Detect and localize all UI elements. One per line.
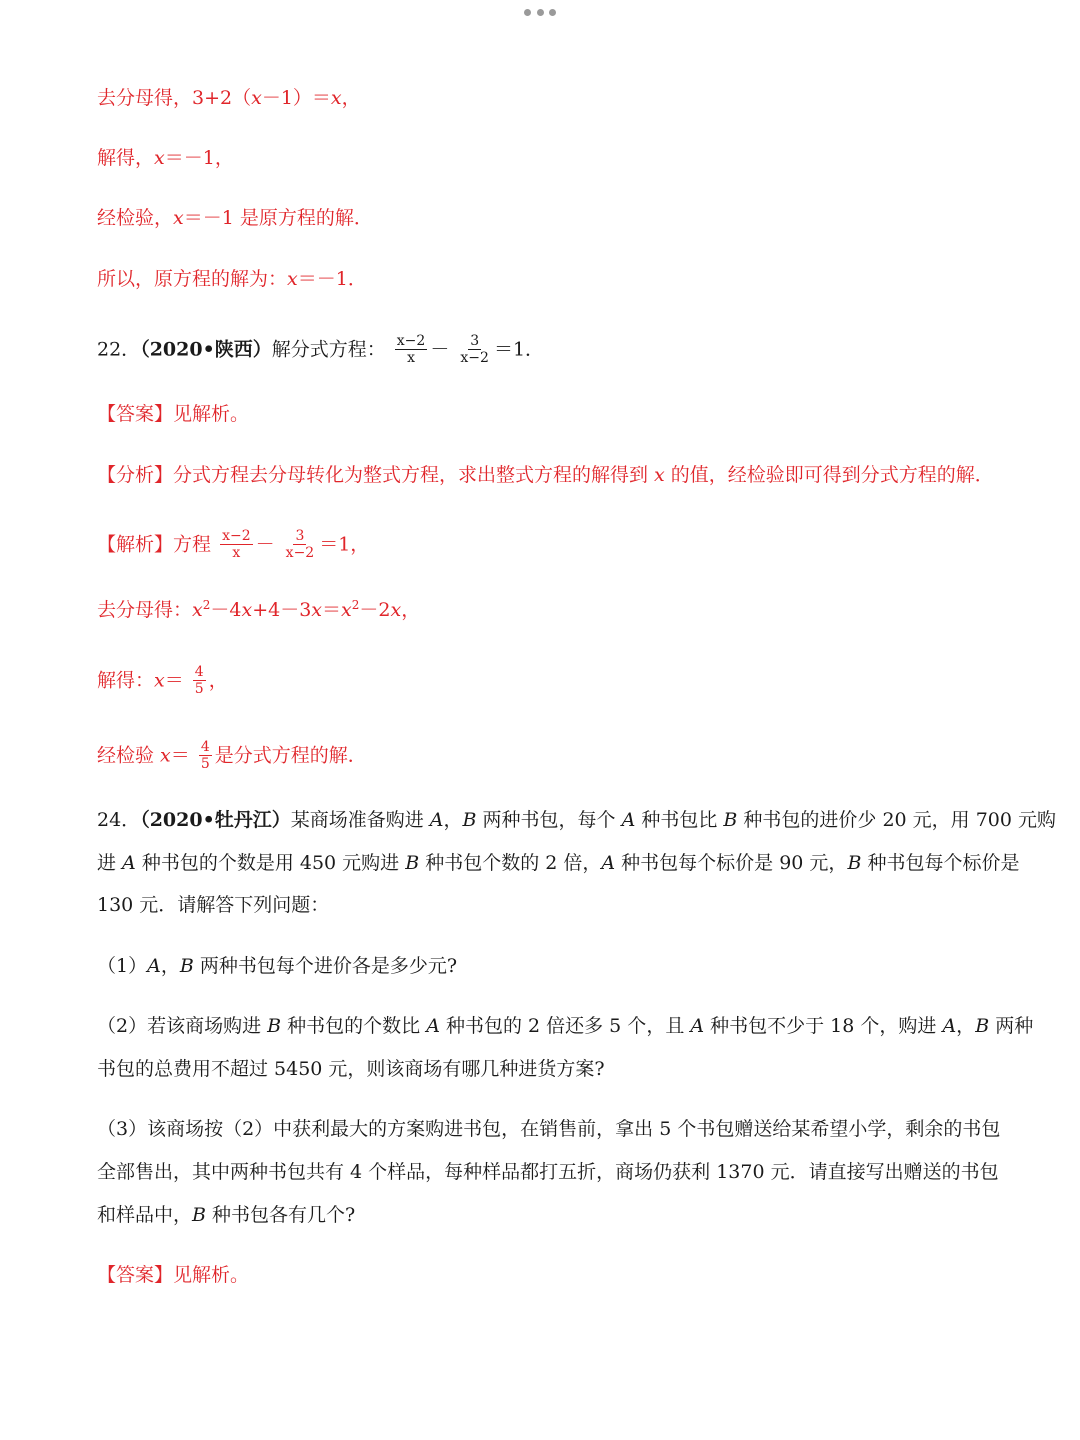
problem-24-part-3-line-3: 和样品中，B 种书包各有几个? <box>97 1204 356 1226</box>
problem-24-line-3: 130 元．请解答下列问题： <box>97 894 330 916</box>
fraction: $\frac{3}{x-2}$ <box>285 528 315 561</box>
solution-line-clear-denominator: 去分母得，3+2（x－1）＝x， <box>97 87 361 109</box>
dot <box>524 9 531 16</box>
fraction: $\frac{4}{5}$ <box>200 739 210 772</box>
analysis-22: 【分析】分式方程去分母转化为整式方程，求出整式方程的解得到 x 的值，经检验即可得到分式方程的解． <box>97 464 994 486</box>
dot <box>549 9 556 16</box>
problem-24-part-2-line-1: （2）若该商场购进 B 种书包的个数比 A 种书包的 2 倍还多 5 个，且 A 种书包不少于 18 个，购进 A，B 两种 <box>97 1015 1034 1037</box>
solution-22: 【解析】方程 $\frac{x-2}{x}$ － $\frac{3}{x-2}$ ＝1， <box>97 528 370 561</box>
problem-22: 22．（2020•陕西）解分式方程： $\frac{x-2}{x}$ － $\frac{3}{x-2}$ ＝1． <box>97 333 545 366</box>
problem-24-part-3-line-2: 全部售出，其中两种书包共有 4 个样品，每种样品都打五折，商场仍获利 1370 元．请直接写出赠送的书包 <box>97 1161 999 1183</box>
answer-24: 【答案】见解析。 <box>97 1264 250 1286</box>
problem-24-line-2: 进 A 种书包的个数是用 450 元购进 B 种书包个数的 2 倍，A 种书包每个标价是 90 元，B 种书包每个标价是 <box>97 852 1020 874</box>
solution-line-check: 经检验，x＝－1 是原方程的解． <box>97 207 373 229</box>
more-options-icon[interactable] <box>524 9 556 17</box>
problem-24-part-3-line-1: （3）该商场按（2）中获利最大的方案购进书包，在销售前，拿出 5 个书包赠送给某希望小学，剩余的书包 <box>97 1118 1001 1140</box>
solution-line-conclusion: 所以，原方程的解为：x＝－1． <box>97 268 367 290</box>
fraction: $\frac{3}{x-2}$ <box>460 333 489 366</box>
fraction: $\frac{x-2}{x}$ <box>222 528 251 561</box>
solution-22-step-1: 去分母得：$x^2-4x+4-3x=x^2-2x$， <box>97 598 421 621</box>
dot <box>537 9 544 16</box>
problem-24-part-2-line-2: 书包的总费用不超过 5450 元，则该商场有哪几种进货方案? <box>97 1058 605 1080</box>
answer-22: 【答案】见解析。 <box>97 403 250 425</box>
fraction: $\frac{4}{5}$ <box>194 664 204 697</box>
problem-24-part-1: （1）A，B 两种书包每个进价各是多少元? <box>97 955 458 977</box>
solution-22-step-3: 经检验 x＝ $\frac{4}{5}$ 是分式方程的解． <box>97 739 367 772</box>
solution-22-step-2: 解得：x＝ $\frac{4}{5}$ ， <box>97 664 228 697</box>
solution-line-solve: 解得，x＝－1， <box>97 147 234 169</box>
problem-24-line-1: 24．（2020•牡丹江）某商场准备购进 A，B 两种书包，每个 A 种书包比 B 种书包的进价少 20 元，用 700 元购 <box>97 809 1057 831</box>
fraction: $\frac{x-2}{x}$ <box>396 333 426 366</box>
